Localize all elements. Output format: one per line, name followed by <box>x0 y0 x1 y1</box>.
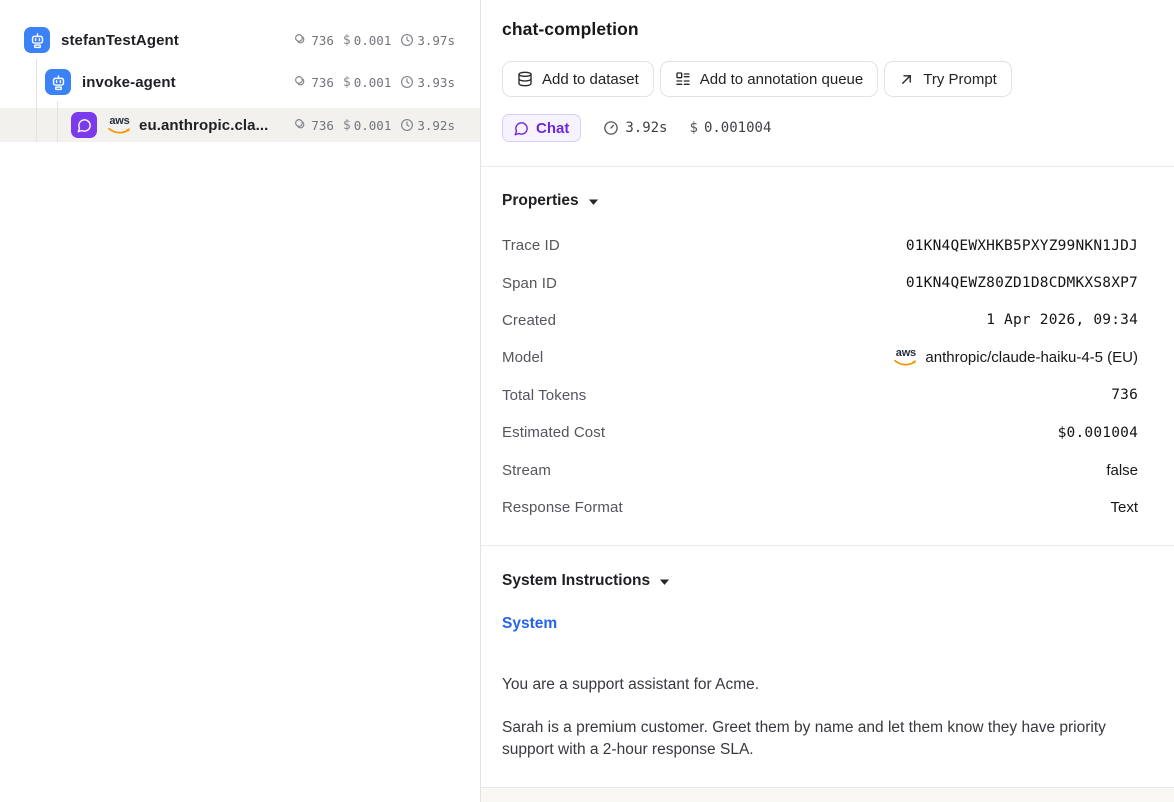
cost: $ 0.001 <box>342 74 392 90</box>
observation-detail-panel <box>481 0 1174 802</box>
property-row-response-format: Response Format Text <box>502 498 1138 516</box>
trace-tree-sidebar <box>0 0 481 802</box>
add-to-dataset-button[interactable] <box>502 61 654 97</box>
divider <box>481 545 1174 546</box>
annotation-list-icon <box>675 71 691 87</box>
dollar-icon: $ <box>342 117 351 133</box>
cost: $ 0.001 <box>342 117 392 133</box>
total-tokens-value: 736 <box>1111 387 1138 404</box>
aws-icon: aws <box>894 348 917 367</box>
observation-meta-row <box>502 114 771 142</box>
clock-icon <box>400 118 414 132</box>
response-format-value: Text <box>1110 498 1138 516</box>
tree-guide-line <box>36 59 37 142</box>
section-title: System Instructions <box>502 572 651 589</box>
token-count: 736 <box>294 118 334 133</box>
latency: 3.93s <box>400 75 455 90</box>
tree-node-metrics <box>294 33 455 48</box>
tree-node-label: invoke-agent <box>82 73 176 91</box>
try-prompt-button[interactable] <box>884 61 1012 97</box>
database-icon <box>517 71 533 87</box>
badge-label: Chat <box>536 119 570 137</box>
property-row-model: Model aws anthropic/claude-haiku-4-5 (EU) <box>502 347 1138 367</box>
robot-icon <box>45 69 71 95</box>
action-buttons <box>502 61 1012 97</box>
button-label: Add to dataset <box>542 70 639 88</box>
system-instructions-paragraph: You are a support assistant for Acme. <box>502 676 760 693</box>
coins-icon <box>294 118 308 132</box>
dollar-icon: $ <box>342 74 351 90</box>
dollar-icon: $ <box>689 120 698 136</box>
property-row-span-id: Span ID 01KN4QEWZ80ZD1D8CDMKXS8XP7 <box>502 274 1138 292</box>
system-role-label: System <box>502 615 558 632</box>
estimated-cost-value: $0.001004 <box>1057 424 1138 441</box>
chat-bubble-icon <box>514 121 529 136</box>
aws-icon: aws <box>108 116 131 135</box>
arrow-up-right-icon <box>899 72 914 87</box>
system-instructions-section-header[interactable] <box>502 572 670 590</box>
clock-icon <box>400 33 414 47</box>
next-section-edge <box>481 788 1174 802</box>
chevron-down-icon <box>588 198 599 206</box>
timer-icon <box>603 120 619 136</box>
property-row-estimated-cost: Estimated Cost $0.001004 <box>502 424 1138 442</box>
property-row-created: Created 1 Apr 2026, 09:34 <box>502 311 1138 329</box>
properties-section-header[interactable] <box>502 192 599 210</box>
button-label: Try Prompt <box>923 70 997 88</box>
coins-icon <box>294 75 308 89</box>
cost-metric: $ 0.001004 <box>689 120 772 136</box>
tree-node-label: eu.anthropic.cla... <box>139 116 269 134</box>
created-value: 1 Apr 2026, 09:34 <box>986 312 1138 329</box>
button-label: Add to annotation queue <box>699 70 864 88</box>
clock-icon <box>400 75 414 89</box>
dollar-icon: $ <box>342 32 351 48</box>
tree-node-generation-selected[interactable] <box>0 108 480 142</box>
tree-node-metrics <box>294 118 455 133</box>
cost: $ 0.001 <box>342 32 392 48</box>
add-to-annotation-queue-button[interactable] <box>660 61 878 97</box>
chat-type-badge <box>502 114 581 142</box>
token-count: 736 <box>294 75 334 90</box>
page-title: chat-completion <box>502 19 639 39</box>
tree-node-stefanTestAgent[interactable] <box>0 23 480 57</box>
properties-table <box>502 227 1138 526</box>
trace-id-value: 01KN4QEWXHKB5PXYZ99NKN1JDJ <box>905 237 1138 254</box>
stream-value: false <box>1106 461 1138 479</box>
latency: 3.92s <box>400 118 455 133</box>
span-id-value: 01KN4QEWZ80ZD1D8CDMKXS8XP7 <box>905 275 1138 292</box>
chevron-down-icon <box>659 578 670 586</box>
tree-guide-line <box>57 101 58 142</box>
coins-icon <box>294 33 308 47</box>
token-count: 736 <box>294 33 334 48</box>
property-row-trace-id: Trace ID 01KN4QEWXHKB5PXYZ99NKN1JDJ <box>502 237 1138 255</box>
latency-metric: 3.92s <box>603 120 667 136</box>
latency: 3.97s <box>400 33 455 48</box>
tree-node-invoke-agent[interactable] <box>0 65 480 99</box>
property-row-total-tokens: Total Tokens 736 <box>502 386 1138 404</box>
tree-node-metrics <box>294 75 455 90</box>
divider <box>481 166 1174 167</box>
section-title: Properties <box>502 192 579 209</box>
property-row-stream: Stream false <box>502 461 1138 479</box>
chat-bubble-icon <box>71 112 97 138</box>
tree-node-label: stefanTestAgent <box>61 31 179 49</box>
robot-icon <box>24 27 50 53</box>
system-instructions-paragraph: Sarah is a premium customer. Greet them by name and let them know they have priority support with a 2-hour response SLA. <box>502 719 1106 758</box>
model-value: aws anthropic/claude-haiku-4-5 (EU) <box>895 347 1138 367</box>
